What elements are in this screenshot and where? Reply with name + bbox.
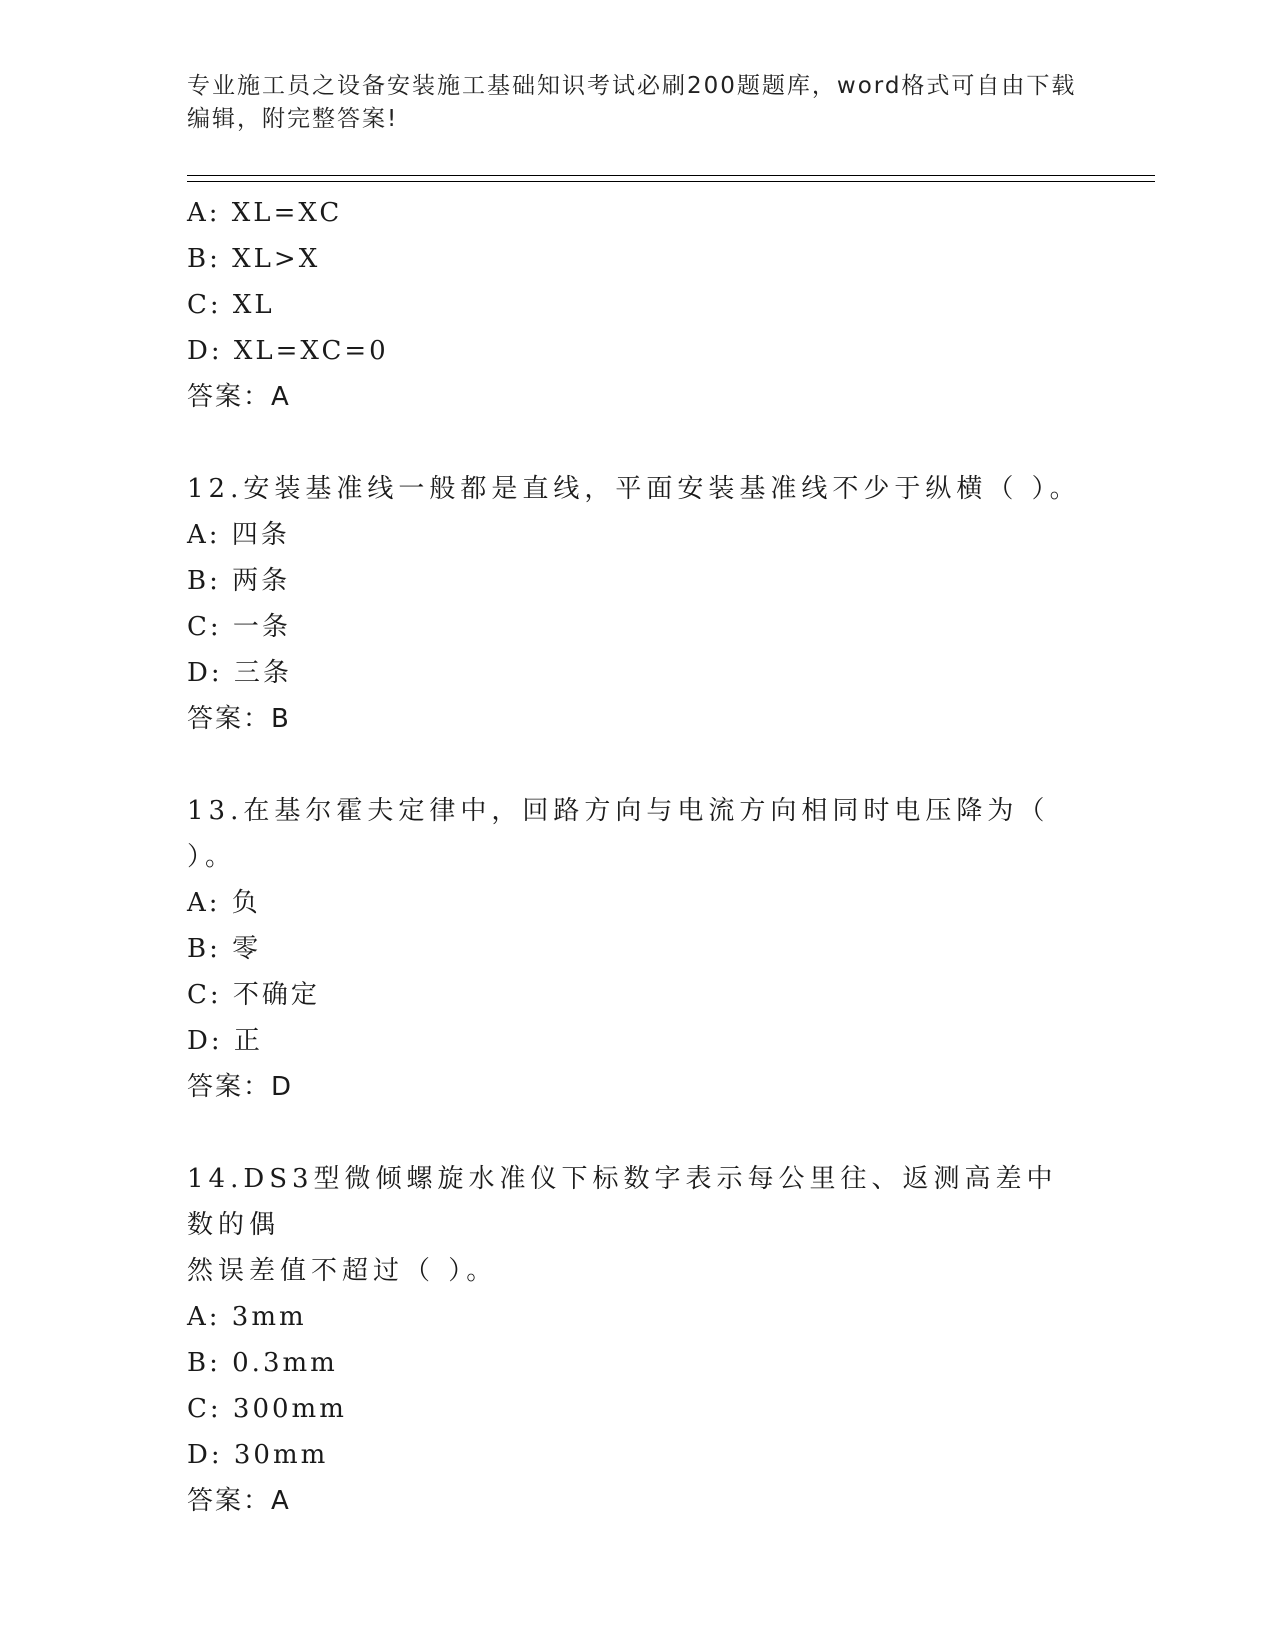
answer-line: 答案：A bbox=[187, 382, 291, 412]
header-divider-bottom bbox=[187, 181, 1155, 182]
option-d: D: 三条 bbox=[187, 658, 292, 688]
header-divider-top bbox=[187, 175, 1155, 176]
option-c: C: 一条 bbox=[187, 612, 291, 642]
question-title: 13.在基尔霍夫定律中，回路方向与电流方向相同时电压降为（ ）。 bbox=[187, 796, 1050, 872]
option-a: A: 3mm bbox=[187, 1302, 307, 1332]
option-b: B: 零 bbox=[187, 934, 262, 964]
spacer bbox=[187, 1110, 1087, 1156]
answer-line: 答案：D bbox=[187, 1072, 294, 1102]
option-d: D: 正 bbox=[187, 1026, 263, 1056]
answer-line: 答案：B bbox=[187, 704, 291, 734]
option-c: C: 不确定 bbox=[187, 980, 320, 1010]
header-line-1: 专业施工员之设备安装施工基础知识考试必刷200题题库，word格式可自由下载 bbox=[187, 73, 1077, 99]
option-c: C: 300mm bbox=[187, 1394, 347, 1424]
header-line-2: 编辑，附完整答案! bbox=[187, 106, 399, 132]
option-a: A: XL=XC bbox=[187, 198, 343, 228]
spacer bbox=[187, 420, 1087, 466]
question-list bbox=[187, 190, 1087, 1524]
option-b: B: 0.3mm bbox=[187, 1348, 338, 1378]
answer-line: 答案：A bbox=[187, 1486, 291, 1516]
option-d: D: 30mm bbox=[187, 1440, 329, 1470]
question-12 bbox=[187, 466, 1087, 742]
question-title-line-2: 然误差值不超过（ ）。 bbox=[187, 1256, 498, 1286]
document-header bbox=[187, 70, 1087, 136]
option-d: D: XL=XC=0 bbox=[187, 336, 389, 366]
question-title-line-1: 14.DS3型微倾螺旋水准仪下标数字表示每公里往、返测高差中数的偶 bbox=[187, 1164, 1058, 1240]
option-a: A: 四条 bbox=[187, 520, 290, 550]
question-13 bbox=[187, 788, 1087, 1110]
question-14 bbox=[187, 1156, 1087, 1524]
question-11 bbox=[187, 190, 1087, 420]
option-b: B: XL>X bbox=[187, 244, 321, 274]
option-b: B: 两条 bbox=[187, 566, 291, 596]
option-a: A: 负 bbox=[187, 888, 261, 918]
question-title: 12.安装基准线一般都是直线，平面安装基准线不少于纵横（ ）。 bbox=[187, 474, 1081, 504]
option-c: C: XL bbox=[187, 290, 275, 320]
spacer bbox=[187, 742, 1087, 788]
